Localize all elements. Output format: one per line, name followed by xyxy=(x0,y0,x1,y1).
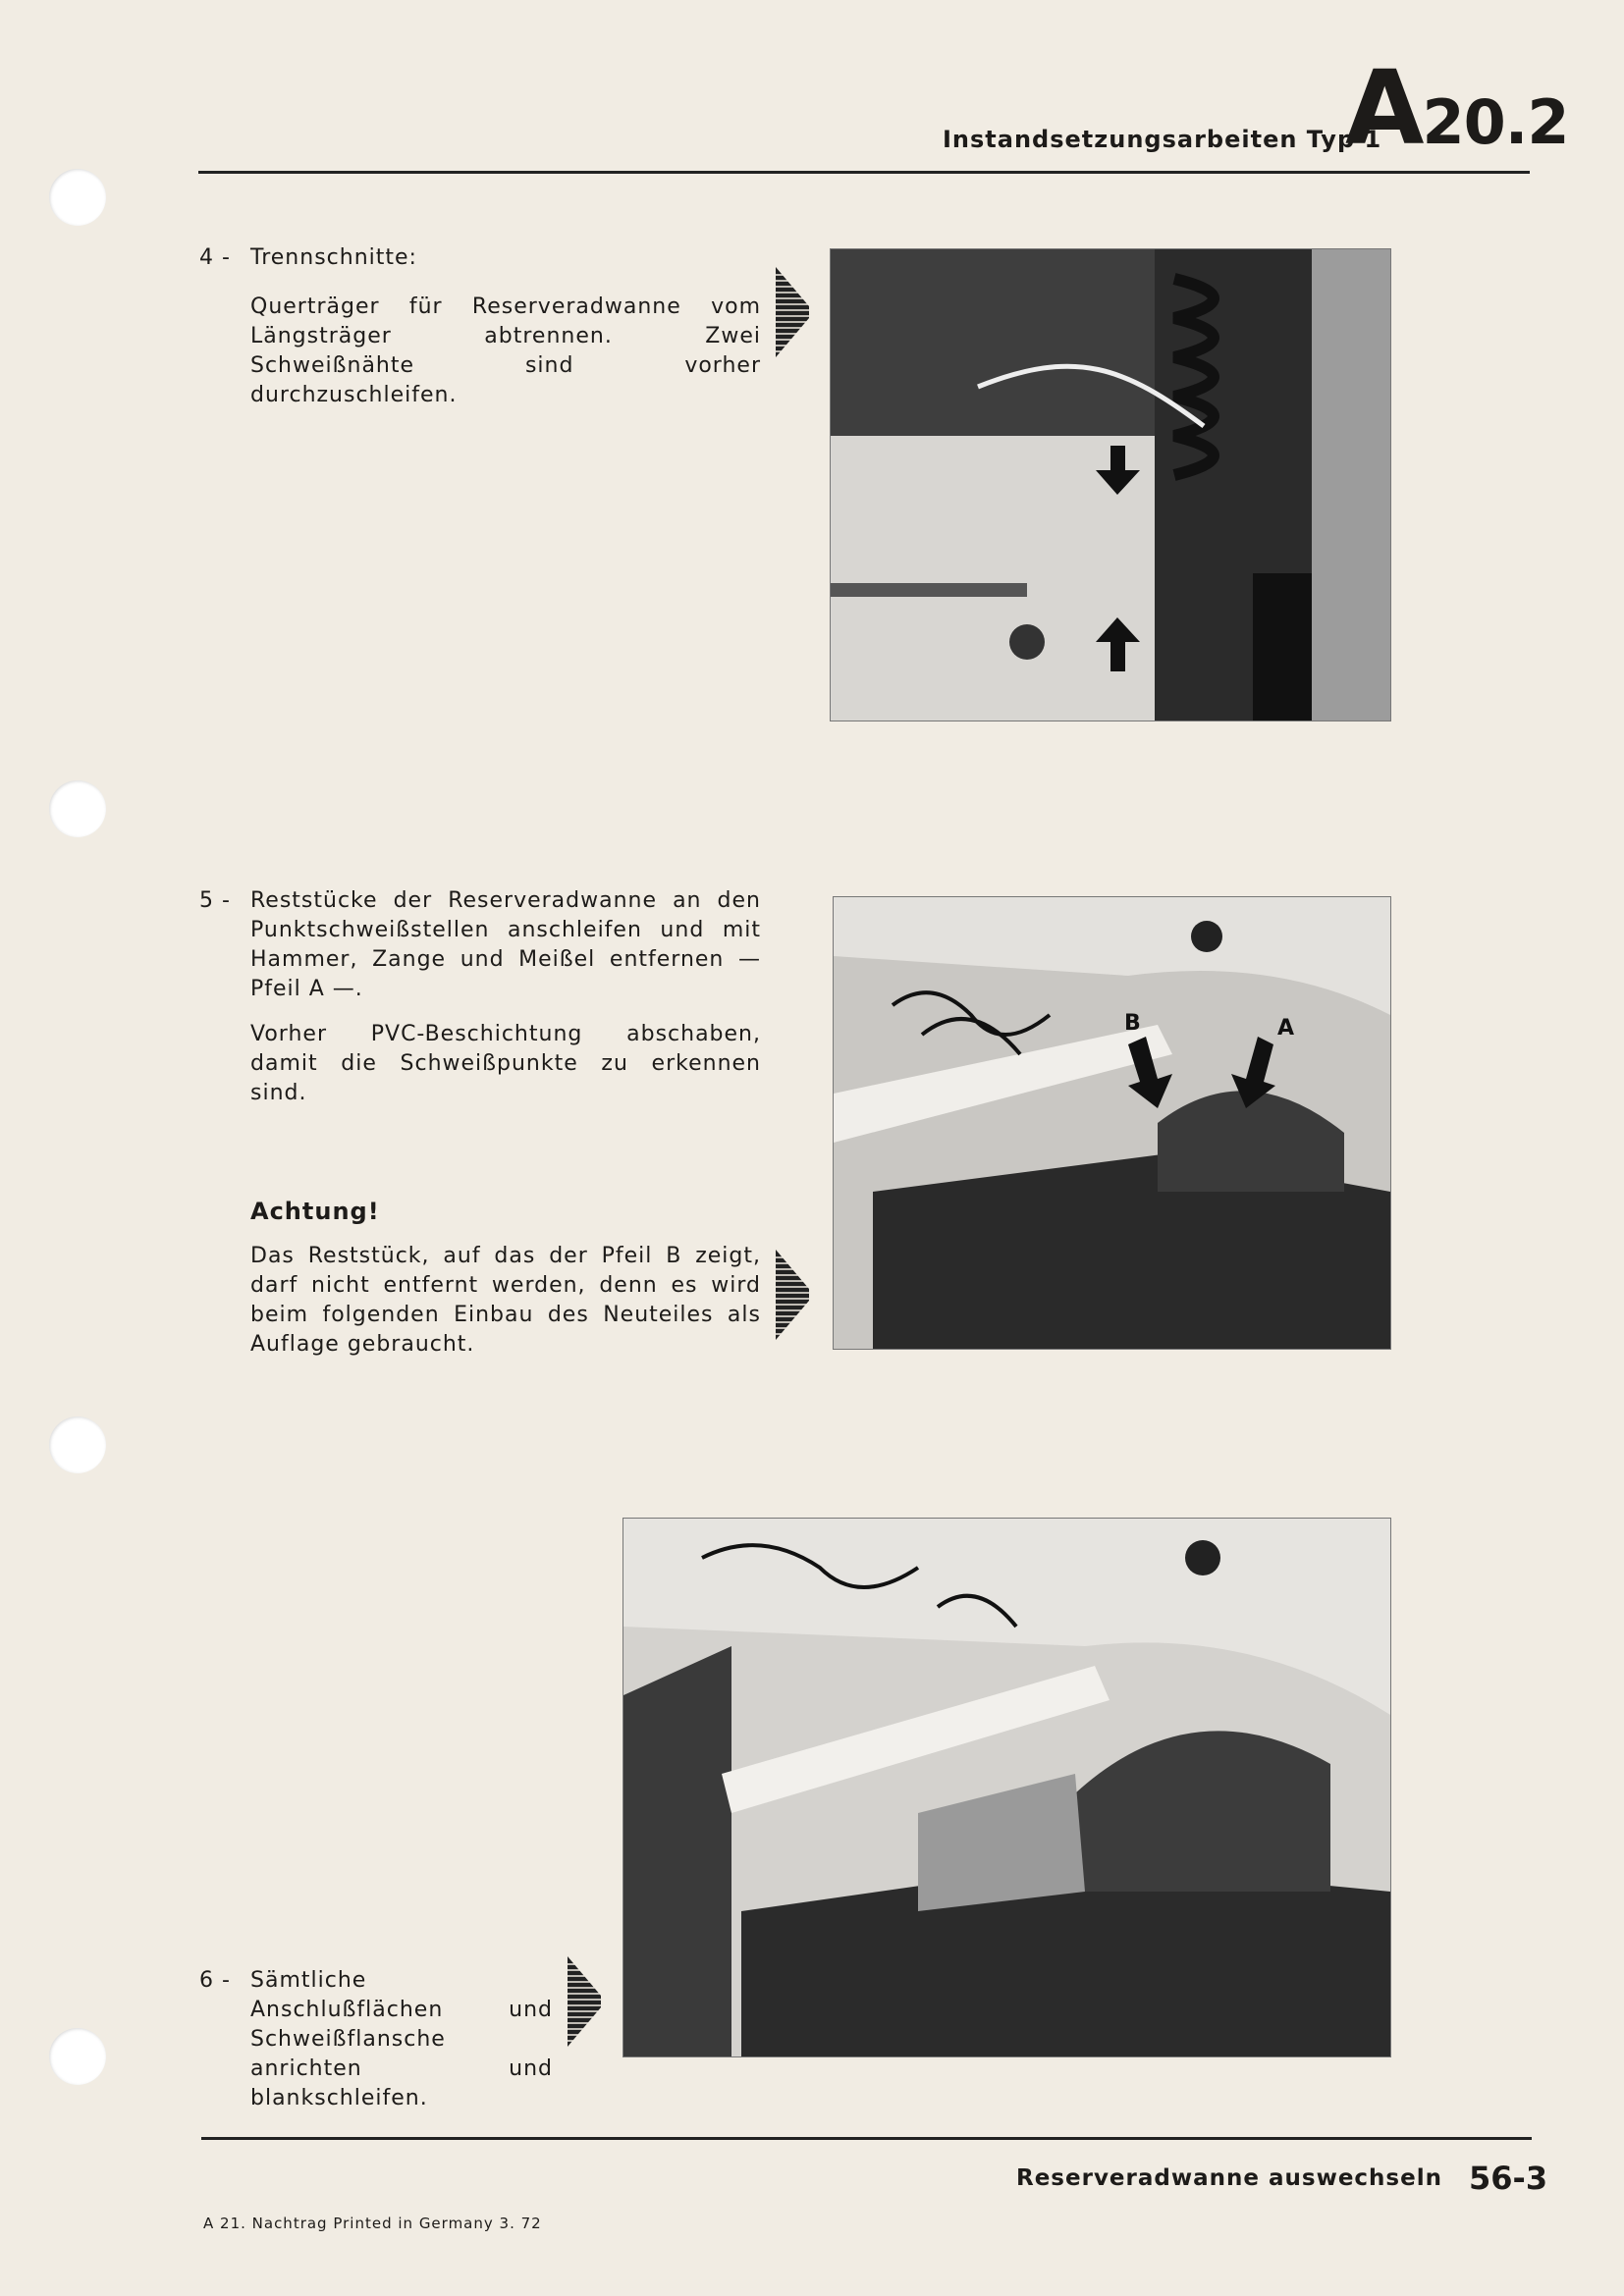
photo-label-a: A xyxy=(1277,1016,1295,1041)
step-number: 5 - xyxy=(199,888,231,913)
step-paragraph: Sämtliche Anschlußflächen und Schweißflansche anrichten und blankschleifen. xyxy=(250,1968,553,2110)
photo-crossmember-cut xyxy=(830,248,1391,721)
photo-remnant-removal xyxy=(833,896,1391,1350)
page-number: 56-3 xyxy=(1469,2160,1548,2197)
footer-title: Reserveradwanne auswechseln xyxy=(1016,2165,1442,2191)
header-title: Instandsetzungsarbeiten Typ 1 xyxy=(943,126,1382,153)
punch-hole-1 xyxy=(49,169,106,226)
warning-title: Achtung! xyxy=(250,1198,380,1225)
pointer-arrow-icon xyxy=(568,1956,601,2047)
footer-rule xyxy=(201,2137,1532,2140)
header-rule xyxy=(198,171,1530,174)
pointer-arrow-icon xyxy=(776,1250,809,1340)
step-paragraph: Querträger für Reserveradwanne vom Längsträger abtrennen. Zwei Schweißnähte sind vorher durchzuschleifen. xyxy=(250,294,761,407)
punch-hole-3 xyxy=(49,1416,106,1473)
step-number: 4 - xyxy=(199,245,231,270)
warning-text: Das Reststück, auf das der Pfeil B zeigt, darf nicht entfernt werden, denn es wird beim folgenden Einbau des Neuteiles als Auflage gebraucht. xyxy=(250,1244,761,1357)
step-heading: Trennschnitte: xyxy=(250,245,417,270)
page-code-letter: A xyxy=(1345,48,1423,168)
imprint: A 21. Nachtrag Printed in Germany 3. 72 xyxy=(203,2215,542,2232)
punch-hole-4 xyxy=(49,2028,106,2085)
photo-label-b: B xyxy=(1124,1011,1141,1036)
page-code xyxy=(1345,48,1569,168)
step-paragraph: Reststücke der Reserveradwanne an den Punktschweißstellen anschleifen und mit Hammer, Zange und Meißel entfernen — Pfeil A —. xyxy=(250,888,761,1001)
photo-flanges-prepared xyxy=(623,1518,1391,2057)
page-code-number: 20.2 xyxy=(1422,86,1569,158)
pointer-arrow-icon xyxy=(776,267,809,357)
step-paragraph: Vorher PVC-Beschichtung abschaben, damit die Schweißpunkte zu erkennen sind. xyxy=(250,1022,761,1105)
punch-hole-2 xyxy=(49,780,106,837)
step-number: 6 - xyxy=(199,1968,231,1993)
